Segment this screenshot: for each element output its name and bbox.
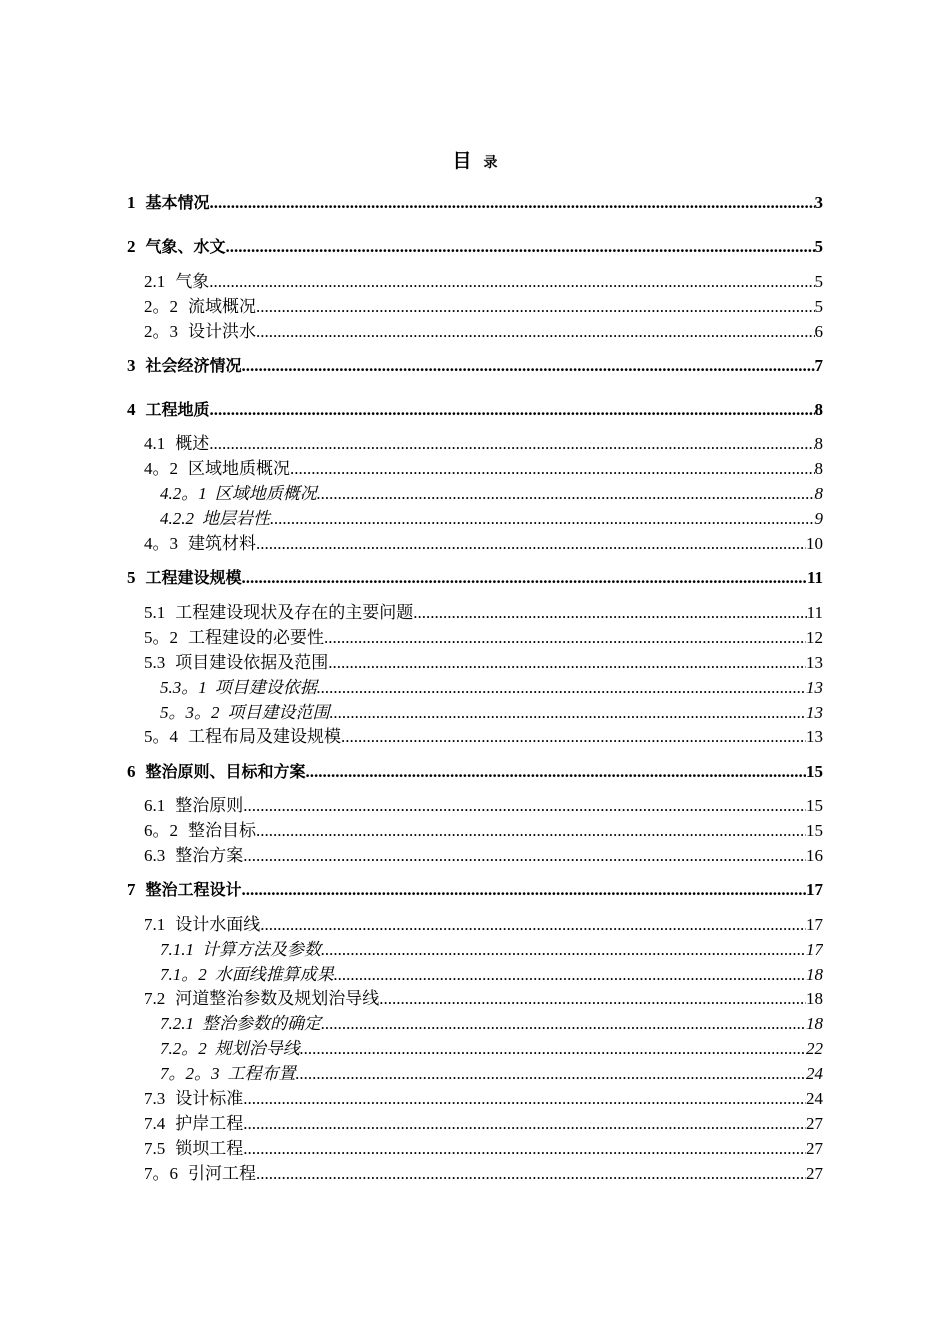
toc-leader-dots xyxy=(242,566,807,590)
toc-entry-label xyxy=(144,725,341,749)
toc-entry[interactable] xyxy=(144,1137,823,1161)
toc-entry[interactable] xyxy=(144,270,823,294)
toc-leader-dots xyxy=(210,191,815,215)
toc-entry[interactable] xyxy=(144,913,823,937)
toc-entry-number: 2.1 xyxy=(144,272,166,291)
toc-entry-label xyxy=(144,626,324,650)
toc-entry[interactable] xyxy=(160,701,823,725)
toc-title xyxy=(0,146,950,173)
toc-entry-page-number: 8 xyxy=(814,484,823,503)
toc-entry-page-number: 24 xyxy=(806,1089,823,1108)
toc-entry-page-number: 17 xyxy=(806,880,823,899)
toc-entry-page-number: 11 xyxy=(806,568,823,587)
toc-leader-dots xyxy=(317,676,806,700)
toc-entry-page-number: 5 xyxy=(814,272,823,291)
toc-leader-dots xyxy=(243,794,806,818)
toc-entry-label xyxy=(160,701,330,725)
toc-leader-dots xyxy=(324,626,806,650)
toc-entry-number: 6 xyxy=(127,762,136,781)
toc-entry-title: 设计洪水 xyxy=(188,322,256,341)
toc-leader-dots xyxy=(210,398,815,422)
toc-entry-page-number: 18 xyxy=(806,1014,823,1033)
toc-entry-title: 项目建设依据及范围 xyxy=(175,653,329,672)
toc-entry-title: 区域地质概况 xyxy=(214,484,317,503)
toc-entry-number: 6.1 xyxy=(144,796,166,815)
toc-leader-dots xyxy=(243,844,806,868)
toc-entry-label xyxy=(144,794,243,818)
toc-entry-number: 2。2 xyxy=(144,297,178,316)
toc-leader-dots xyxy=(334,963,806,987)
toc-leader-dots xyxy=(306,760,806,784)
toc-entry-label xyxy=(144,532,256,556)
toc-entry-title: 水面线推算成果 xyxy=(214,965,334,984)
toc-leader-dots xyxy=(209,270,814,294)
toc-entry-title: 整治原则 xyxy=(175,796,244,815)
toc-leader-dots xyxy=(379,987,806,1011)
toc-leader-dots xyxy=(328,651,806,675)
toc-entry[interactable] xyxy=(160,1037,823,1061)
toc-entry-number: 7.1。2 xyxy=(160,965,207,984)
toc-leader-dots xyxy=(256,320,815,344)
toc-entry[interactable] xyxy=(127,760,823,784)
toc-entry-label xyxy=(144,987,379,1011)
toc-entry-number: 5.3 xyxy=(144,653,166,672)
toc-entry-number: 4。2 xyxy=(144,459,178,478)
toc-entry-label xyxy=(144,457,290,481)
toc-title-sub: 录 xyxy=(483,155,498,171)
toc-entry-label xyxy=(144,270,209,294)
toc-entry-number: 5。4 xyxy=(144,727,178,746)
toc-entry-title: 基本情况 xyxy=(145,193,210,212)
toc-entry-page-number: 11 xyxy=(806,603,823,622)
toc-entry-title: 工程建设现状及存在的主要问题 xyxy=(175,603,414,622)
toc-entry[interactable] xyxy=(144,532,823,556)
toc-entry[interactable] xyxy=(144,725,823,749)
toc-entry-label xyxy=(160,1012,321,1036)
toc-leader-dots xyxy=(243,1087,806,1111)
toc-entry[interactable] xyxy=(127,878,823,902)
toc-leader-dots xyxy=(330,701,807,725)
toc-leader-dots xyxy=(209,432,814,456)
toc-entry-label xyxy=(144,601,413,625)
toc-entry-title: 气象 xyxy=(175,272,210,291)
toc-entry-number: 7。2。3 xyxy=(160,1064,220,1083)
toc-leader-dots xyxy=(256,295,815,319)
toc-entry-label xyxy=(160,938,321,962)
toc-entry-title: 工程布置 xyxy=(227,1064,296,1083)
toc-entry-page-number: 15 xyxy=(806,796,823,815)
toc-entry-number: 5 xyxy=(127,568,136,587)
toc-entry[interactable] xyxy=(144,295,823,319)
toc-entry[interactable] xyxy=(160,938,823,962)
toc-entry-label xyxy=(127,354,242,378)
toc-entry-label xyxy=(127,398,210,422)
toc-entry-title: 引河工程 xyxy=(188,1164,256,1183)
toc-entry-page-number: 5 xyxy=(814,297,823,316)
toc-entry-label xyxy=(127,235,226,259)
toc-leader-dots xyxy=(226,235,815,259)
toc-entry-label xyxy=(160,507,270,531)
toc-entry-page-number: 13 xyxy=(806,653,823,672)
toc-entry-title: 概述 xyxy=(175,434,210,453)
toc-entry-number: 7.4 xyxy=(144,1114,166,1133)
toc-entry-number: 4 xyxy=(127,400,136,419)
toc-leader-dots xyxy=(321,1012,806,1036)
toc-entry-label xyxy=(144,819,256,843)
toc-entry-label xyxy=(144,844,243,868)
toc-entry-label xyxy=(144,295,256,319)
toc-entry[interactable] xyxy=(160,507,823,531)
toc-leader-dots xyxy=(256,1162,806,1186)
toc-entry-title: 整治目标 xyxy=(188,821,256,840)
toc-entry-page-number: 10 xyxy=(806,534,823,553)
toc-entry-number: 5。2 xyxy=(144,628,178,647)
toc-entry-number: 4.1 xyxy=(144,434,166,453)
toc-entry[interactable] xyxy=(144,601,823,625)
toc-entry-title: 整治原则、目标和方案 xyxy=(145,762,306,781)
toc-entry-number: 4.2.2 xyxy=(160,509,194,528)
toc-entry-title: 工程地质 xyxy=(145,400,210,419)
toc-leader-dots xyxy=(341,725,806,749)
toc-entry[interactable] xyxy=(144,1112,823,1136)
toc-entry-title: 地层岩性 xyxy=(202,509,270,528)
toc-entry-page-number: 22 xyxy=(806,1039,823,1058)
toc-entry-page-number: 5 xyxy=(814,237,823,256)
toc-entry-number: 7.3 xyxy=(144,1089,166,1108)
toc-entry-page-number: 16 xyxy=(806,846,823,865)
toc-leader-dots xyxy=(317,482,815,506)
toc-entry-title: 社会经济情况 xyxy=(145,356,242,375)
toc-entry-number: 7.1.1 xyxy=(160,940,194,959)
toc-entry-title: 工程布局及建设规模 xyxy=(188,727,341,746)
toc-entry[interactable] xyxy=(127,566,823,590)
toc-entry-label xyxy=(160,676,317,700)
toc-entry[interactable] xyxy=(144,320,823,344)
toc-entry[interactable] xyxy=(144,987,823,1011)
toc-entry-title: 气象、水文 xyxy=(145,237,226,256)
toc-leader-dots xyxy=(242,878,806,902)
toc-title-main: 目 xyxy=(452,150,472,172)
toc-entry[interactable] xyxy=(144,794,823,818)
toc-entry-label xyxy=(144,1162,256,1186)
toc-entry-number: 3 xyxy=(127,356,136,375)
toc-leader-dots xyxy=(290,457,815,481)
toc-entry-number: 6。2 xyxy=(144,821,178,840)
toc-leader-dots xyxy=(256,532,806,556)
toc-entry-page-number: 27 xyxy=(806,1114,823,1133)
toc-entry-label xyxy=(144,1087,243,1111)
toc-entry-page-number: 8 xyxy=(814,434,823,453)
toc-entry-label xyxy=(160,1062,296,1086)
toc-entry[interactable] xyxy=(160,963,823,987)
toc-entry-number: 7.2.1 xyxy=(160,1014,194,1033)
toc-leader-dots xyxy=(242,354,815,378)
toc-entry[interactable] xyxy=(160,1012,823,1036)
toc-leader-dots xyxy=(243,1112,806,1136)
toc-entry-title: 整治参数的确定 xyxy=(202,1014,321,1033)
toc-entry-page-number: 13 xyxy=(806,727,823,746)
toc-entry-label xyxy=(127,760,306,784)
toc-entry-title: 设计标准 xyxy=(175,1089,244,1108)
toc-entry[interactable] xyxy=(160,676,823,700)
toc-entry-page-number: 13 xyxy=(806,703,823,722)
toc-entry-title: 工程建设规模 xyxy=(145,568,242,587)
toc-entry-number: 6.3 xyxy=(144,846,166,865)
toc-entry-page-number: 6 xyxy=(814,322,823,341)
toc-entry-page-number: 13 xyxy=(806,678,823,697)
toc-entry-number: 7.2。2 xyxy=(160,1039,207,1058)
toc-entry[interactable] xyxy=(127,235,823,259)
toc-entry-title: 项目建设依据 xyxy=(214,678,317,697)
toc-entry-page-number: 8 xyxy=(814,400,823,419)
toc-entry-title: 河道整治参数及规划治导线 xyxy=(175,989,380,1008)
toc-entry-number: 7.2 xyxy=(144,989,166,1008)
toc-leader-dots xyxy=(413,601,806,625)
toc-entry-page-number: 17 xyxy=(806,940,823,959)
toc-entry-number: 7 xyxy=(127,880,136,899)
toc-entry-label xyxy=(160,963,334,987)
toc-entry-label xyxy=(144,320,256,344)
toc-entry-number: 7。6 xyxy=(144,1164,178,1183)
toc-entry-title: 计算方法及参数 xyxy=(202,940,321,959)
toc-entry-page-number: 7 xyxy=(814,356,823,375)
toc-entry-page-number: 15 xyxy=(806,821,823,840)
toc-entry-title: 流域概况 xyxy=(188,297,256,316)
toc-entry-number: 2 xyxy=(127,237,136,256)
toc-entry-page-number: 9 xyxy=(814,509,823,528)
toc-entry-number: 5.1 xyxy=(144,603,166,622)
toc-entry[interactable] xyxy=(144,1087,823,1111)
toc-entry-label xyxy=(160,1037,300,1061)
toc-entry[interactable] xyxy=(144,819,823,843)
toc-entry-title: 整治工程设计 xyxy=(145,880,242,899)
toc-entry-title: 设计水面线 xyxy=(175,915,261,934)
toc-entry-number: 5。3。2 xyxy=(160,703,220,722)
toc-entry-title: 护岸工程 xyxy=(175,1114,244,1133)
toc-entry[interactable] xyxy=(160,482,823,506)
toc-entry-page-number: 27 xyxy=(806,1139,823,1158)
toc-entry-label xyxy=(144,1112,243,1136)
toc-entry[interactable] xyxy=(144,844,823,868)
toc-entry-number: 7.1 xyxy=(144,915,166,934)
toc-entry-title: 规划治导线 xyxy=(214,1039,300,1058)
toc-entry-title: 整治方案 xyxy=(175,846,244,865)
toc-entry-label xyxy=(144,1137,243,1161)
toc-entry[interactable] xyxy=(127,191,823,215)
toc-entry-page-number: 3 xyxy=(814,193,823,212)
toc-entry-label xyxy=(127,878,242,902)
toc-entry-page-number: 27 xyxy=(806,1164,823,1183)
toc-leader-dots xyxy=(300,1037,806,1061)
toc-leader-dots xyxy=(260,913,806,937)
toc-leader-dots xyxy=(296,1062,807,1086)
toc-entry-number: 7.5 xyxy=(144,1139,166,1158)
toc-entry[interactable] xyxy=(144,1162,823,1186)
toc-entry-page-number: 24 xyxy=(806,1064,823,1083)
toc-entry[interactable] xyxy=(127,354,823,378)
toc-entry-number: 1 xyxy=(127,193,136,212)
toc-entry-label xyxy=(144,432,209,456)
toc-leader-dots xyxy=(256,819,806,843)
toc-leader-dots xyxy=(270,507,815,531)
toc-entry-label xyxy=(160,482,317,506)
toc-entry-label xyxy=(127,566,242,590)
toc-entry-number: 4。3 xyxy=(144,534,178,553)
toc-entry[interactable] xyxy=(144,651,823,675)
toc-entry-title: 建筑材料 xyxy=(188,534,256,553)
toc-entry[interactable] xyxy=(160,1062,823,1086)
toc-entry-page-number: 8 xyxy=(814,459,823,478)
toc-leader-dots xyxy=(243,1137,806,1161)
toc-entry-page-number: 18 xyxy=(806,989,823,1008)
toc-entry-title: 区域地质概况 xyxy=(188,459,290,478)
toc-entry-title: 工程建设的必要性 xyxy=(188,628,324,647)
toc-entry[interactable] xyxy=(144,626,823,650)
toc-entry-label xyxy=(127,191,210,215)
toc-entry-page-number: 15 xyxy=(806,762,823,781)
toc-entry-title: 锁坝工程 xyxy=(175,1139,244,1158)
toc-entry[interactable] xyxy=(144,457,823,481)
toc-entry-label xyxy=(144,651,328,675)
toc-entry-page-number: 12 xyxy=(806,628,823,647)
toc-entry-number: 4.2。1 xyxy=(160,484,207,503)
toc-entry-title: 项目建设范围 xyxy=(227,703,330,722)
toc-entry[interactable] xyxy=(144,432,823,456)
toc-leader-dots xyxy=(321,938,806,962)
toc-entry[interactable] xyxy=(127,398,823,422)
toc-entry-page-number: 18 xyxy=(806,965,823,984)
toc-entry-number: 5.3。1 xyxy=(160,678,207,697)
toc-entry-page-number: 17 xyxy=(806,915,823,934)
toc-entry-label xyxy=(144,913,260,937)
toc-entry-number: 2。3 xyxy=(144,322,178,341)
